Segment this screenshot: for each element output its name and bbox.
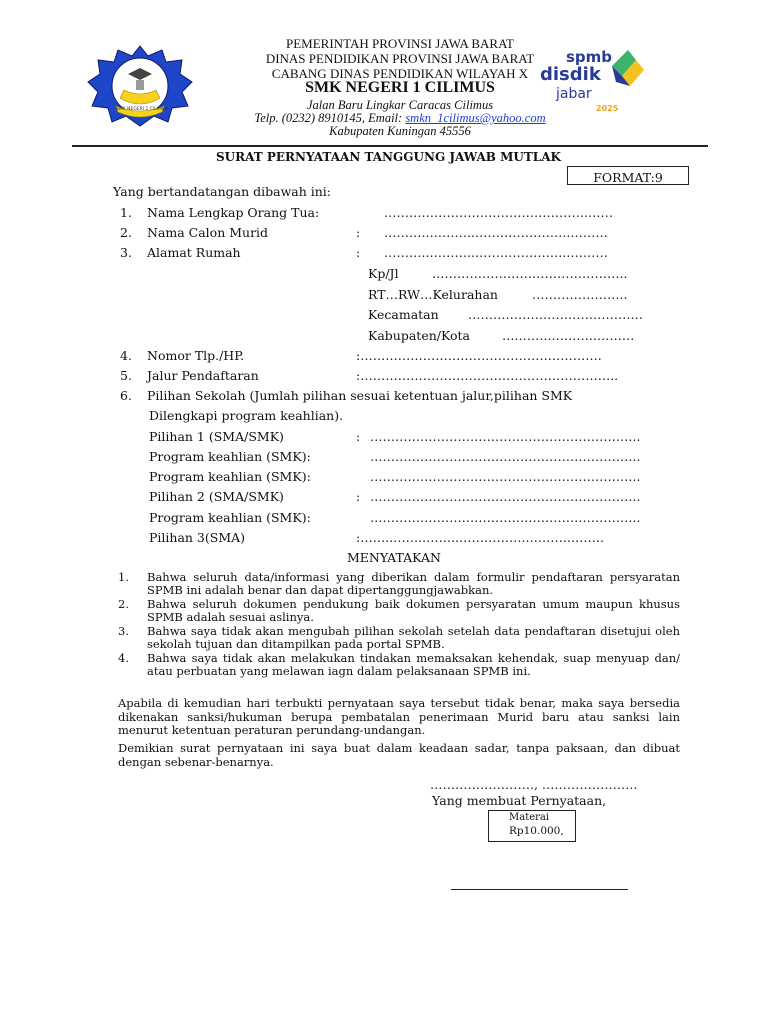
choice-2-dots: ……………………………………………………….. — [370, 489, 641, 504]
field-4-num: 4. — [120, 348, 132, 363]
address-kab-label: Kabupaten/Kota — [368, 328, 470, 343]
spmb-logo-line2: disdik — [540, 64, 601, 85]
statement-4-text: Bahwa saya tidak akan melakukan tindakan memaksakan kehendak, suap menyuap dan/ atau perbuatan yang melawan iagn dalam pelaksanaan SPMB ini. — [147, 651, 680, 678]
field-2-colon: : — [356, 225, 361, 240]
spmb-logo — [536, 42, 650, 122]
spmb-book-icon — [608, 46, 648, 94]
address-kec-label: Kecamatan — [368, 307, 439, 322]
school-logo — [86, 44, 194, 128]
statement-1 — [118, 571, 680, 597]
choice-3-label: Pilihan 3(SMA) — [149, 530, 246, 545]
field-2-label: Nama Calon Murid — [147, 225, 269, 240]
header-line-3: CABANG DINAS PENDIDIKAN WILAYAH X — [271, 66, 529, 81]
field-3-num: 3. — [120, 245, 132, 260]
statement-3 — [118, 625, 680, 651]
address-kp-label: Kp/Jl — [368, 266, 399, 281]
school-address: Jalan Baru Lingkar Caracas Cilimus — [306, 98, 494, 112]
statement-2-text: Bahwa seluruh dokumen pendukung baik dokumen persyaratan umum maupun khusus SPMB adalah sesuai aslinya. — [147, 597, 680, 624]
school-name: SMK NEGERI 1 CILIMUS — [305, 79, 495, 96]
header-line-1: PEMERINTAH PROVINSI JAWA BARAT — [286, 36, 514, 51]
paragraph-consequence: Apabila di kemudian hari terbukti pernyataan saya tersebut tidak benar, maka saya bersedia dikenakan sanksi/hukuman berupa pembatalan penerimaan Murid baru atau sanksi lain menurut ketentuan peraturan perundang-undangan. — [118, 696, 680, 737]
declare-heading: MENYATAKAN — [347, 550, 441, 565]
statement-2 — [118, 598, 680, 624]
format-box — [567, 166, 689, 185]
header-line-2: DINAS PENDIDIKAN PROVINSI JAWA BARAT — [265, 51, 535, 66]
field-1-num: 1. — [120, 205, 132, 220]
field-6-continuation: Dilengkapi program keahlian). — [149, 408, 344, 423]
field-6-label: Pilihan Sekolah (Jumlah pilihan sesuai ketentuan jalur,pilihan SMK — [147, 388, 573, 403]
field-5-label: Jalur Pendaftaran — [147, 368, 259, 383]
spmb-logo-line3: jabar — [556, 86, 592, 102]
statement-4-num: 4. — [118, 651, 129, 665]
choice-1-label: Pilihan 1 (SMA/SMK) — [149, 429, 284, 444]
stamp-line-1: Materai — [509, 812, 550, 823]
choice-1-dots: ……………………………………………………….. — [370, 429, 641, 444]
choice-2-colon: : — [356, 489, 361, 504]
field-1-label: Nama Lengkap Orang Tua: — [147, 205, 320, 220]
address-kec-dots: …………………………………… — [468, 307, 643, 322]
choice-2-label: Pilihan 2 (SMA/SMK) — [149, 489, 284, 504]
header-divider — [72, 145, 708, 147]
field-4-dots: :…………………………………………………. — [356, 348, 602, 363]
field-5-dots: :…………………………………………………….. — [356, 368, 619, 383]
program-2-dots: ……………………………………………………….. — [370, 469, 641, 484]
address-rt-dots: ………………….. — [532, 287, 628, 302]
spmb-logo-line1: spmb — [566, 48, 613, 66]
field-5-num: 5. — [120, 368, 132, 383]
choice-3-dots: :……..……..……..……………..………..……. — [356, 530, 604, 545]
contact-phone: Telp. (0232) 8910145, Email: — [254, 111, 406, 125]
signature-place-date: ……………………., ………………….. — [430, 777, 638, 792]
document-title: SURAT PERNYATAAN TANGGUNG JAWAB MUTLAK — [216, 150, 561, 164]
address-kab-dots: ….……..………..……… — [502, 328, 635, 343]
program-2-label: Program keahlian (SMK): — [149, 469, 311, 484]
signature-line — [451, 889, 628, 890]
statement-3-text: Bahwa saya tidak akan mengubah pilihan sekolah setelah data pendaftaran disetujui oleh sekolah tujuan dan ditampilkan pada portal SPMB. — [147, 624, 680, 651]
program-3-label: Program keahlian (SMK): — [149, 510, 311, 525]
statement-2-num: 2. — [118, 597, 129, 611]
statement-1-text: Bahwa seluruh data/informasi yang diberikan dalam formulir pendaftaran persyaratan SPMB ini adalah benar dan dapat dipertanggungjawabkan. — [147, 570, 680, 597]
choice-1-colon: : — [356, 429, 361, 444]
field-3-label: Alamat Rumah — [147, 245, 241, 260]
stamp-box — [488, 810, 576, 842]
field-2-num: 2. — [120, 225, 132, 240]
signature-maker: Yang membuat Pernyataan, — [432, 793, 607, 808]
program-1-dots: ……………………………………………………….. — [370, 449, 641, 464]
address-kp-dots: ……………………………………….. — [432, 266, 628, 281]
format-label: FORMAT:9 — [593, 170, 663, 185]
field-3-colon: : — [356, 245, 361, 260]
school-city: Kabupaten Kuningan 45556 — [329, 124, 471, 138]
logo-banner-bottom: SMK NEGERI 1 CILIMUS — [116, 107, 169, 112]
intro-text: Yang bertandatangan dibawah ini: — [113, 184, 332, 199]
program-1-label: Program keahlian (SMK): — [149, 449, 311, 464]
field-2-dots: ………..………..…………………..……… — [384, 225, 608, 240]
logo-banner-top: BISPAK — [128, 63, 149, 70]
statement-3-num: 3. — [118, 624, 129, 638]
paragraph-closing: Demikian surat pernyataan ini saya buat dalam keadaan sadar, tanpa paksaan, dan dibuat dengan sebenar-benarnya. — [118, 741, 680, 769]
program-3-dots: ……………………………………………………….. — [370, 510, 641, 525]
spmb-logo-year: 2025 — [596, 104, 619, 113]
field-4-label: Nomor Tlp./HP. — [147, 348, 245, 363]
stamp-line-2: Rp10.000, — [509, 825, 564, 837]
field-3-dots: ………..………..…………………..……… — [384, 245, 608, 260]
address-rt-label: RT…RW…Kelurahan — [368, 287, 498, 302]
statement-4 — [118, 652, 680, 678]
field-6-num: 6. — [120, 388, 132, 403]
statement-1-num: 1. — [118, 570, 129, 584]
email-link[interactable]: smkn_1cilimus@yahoo.com — [405, 111, 546, 125]
field-1-dots: ………………………………………….…… — [384, 205, 613, 220]
